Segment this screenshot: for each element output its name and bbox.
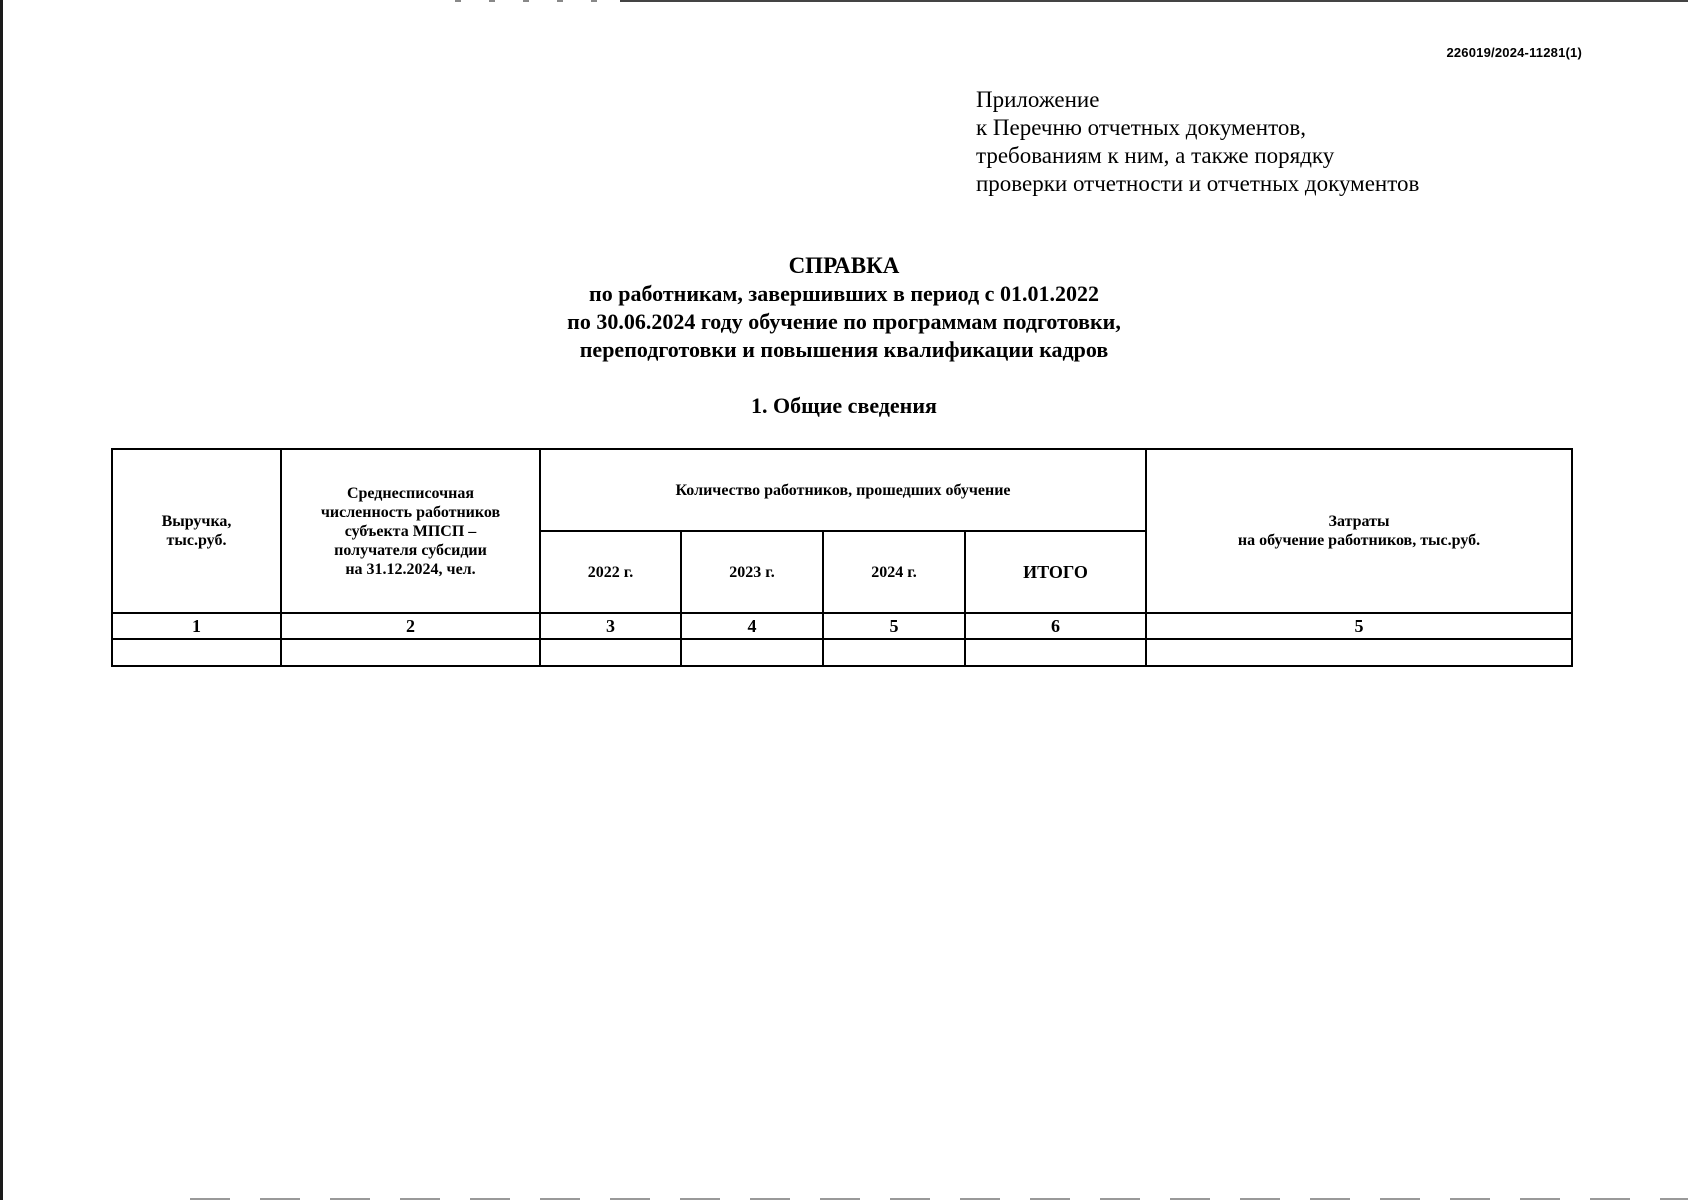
header-year-2023: 2023 г. xyxy=(681,531,823,613)
appendix-block xyxy=(976,86,1419,198)
appendix-line: Приложение xyxy=(976,87,1100,112)
column-number: 2 xyxy=(281,613,540,639)
table-cell xyxy=(112,639,281,666)
table-row xyxy=(112,639,1572,666)
subtitle-line: по работникам, завершивших в период с 01.01.2022 xyxy=(589,281,1099,306)
header-total: ИТОГО xyxy=(965,531,1146,613)
header-year-2022: 2022 г. xyxy=(540,531,681,613)
table-cell xyxy=(965,639,1146,666)
header-row xyxy=(112,449,1572,531)
report-table xyxy=(111,448,1573,667)
column-number: 3 xyxy=(540,613,681,639)
subtitle-line: переподготовки и повышения квалификации кадров xyxy=(579,337,1109,362)
header-trained-group: Количество работников, прошедших обучение xyxy=(540,449,1146,531)
appendix-line: к Перечню отчетных документов, xyxy=(976,115,1306,140)
appendix-line: требованиям к ним, а также порядку xyxy=(976,143,1335,168)
header-revenue: Выручка, тыс.руб. xyxy=(112,449,281,613)
header-costs: Затраты на обучение работников, тыс.руб. xyxy=(1146,449,1572,613)
page-edge xyxy=(0,0,3,1200)
scan-artifact-top-line xyxy=(620,0,1688,2)
document-title: СПРАВКА xyxy=(788,253,900,278)
column-number-row xyxy=(112,613,1572,639)
table-cell xyxy=(540,639,681,666)
title-block xyxy=(0,252,1688,364)
table-cell xyxy=(681,639,823,666)
subtitle-line: по 30.06.2024 году обучение по программам подготовки, xyxy=(567,309,1121,334)
header-headcount: Среднесписочная численность работников субъекта МПСП – получателя субсидии на 31.12.2024, чел. xyxy=(281,449,540,613)
table-cell xyxy=(281,639,540,666)
table-cell xyxy=(1146,639,1572,666)
document-number: 226019/2024-11281(1) xyxy=(1446,45,1582,60)
table-cell xyxy=(823,639,965,666)
appendix-line: проверки отчетности и отчетных документов xyxy=(976,171,1420,196)
column-number: 5 xyxy=(1146,613,1572,639)
scan-artifact-top-dots xyxy=(455,0,615,2)
column-number: 6 xyxy=(965,613,1146,639)
column-number: 1 xyxy=(112,613,281,639)
column-number: 4 xyxy=(681,613,823,639)
section-heading: 1. Общие сведения xyxy=(751,393,937,418)
header-year-2024: 2024 г. xyxy=(823,531,965,613)
column-number: 5 xyxy=(823,613,965,639)
